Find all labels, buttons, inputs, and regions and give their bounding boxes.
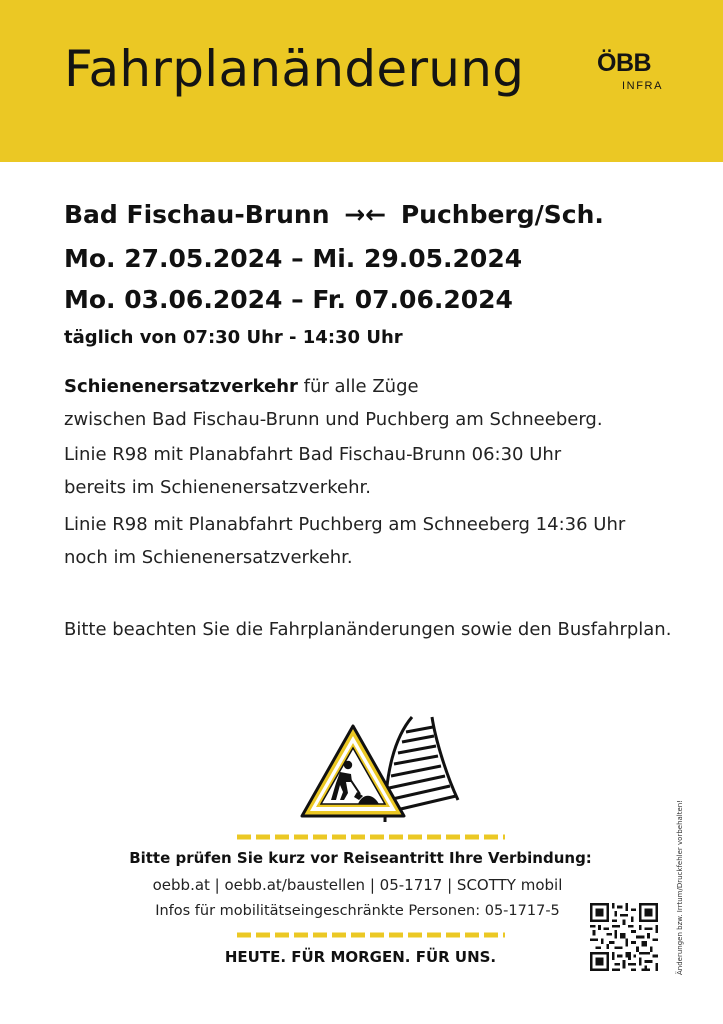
disclaimer-text: Änderungen bzw. Irrtum/Druckfehler vorbehalten!: [676, 799, 684, 975]
p1-rest: für alle Züge: [297, 376, 419, 397]
contacts-text: oebb.at | oebb.at/baustellen | 05-1717 | SCOTTY mobil: [152, 876, 563, 894]
divider-dashes-bottom: [237, 932, 505, 938]
route-from: Bad Fischau-Brunn: [64, 200, 330, 229]
mobility-info-text: Infos für mobilitätseingeschränkte Personen: 05-1717-5: [155, 903, 560, 919]
p1-line2: zwischen Bad Fischau-Brunn und Puchberg am Schneeberg.: [64, 409, 603, 430]
page-title: Fahrplanänderung: [64, 40, 525, 98]
paragraph-morning-train: [64, 438, 561, 504]
daily-time: täglich von 07:30 Uhr - 14:30 Uhr: [64, 327, 403, 348]
logo-subtitle: INFRA: [622, 80, 663, 92]
p2-line1: Linie R98 mit Planabfahrt Bad Fischau-Brunn 06:30 Uhr: [64, 444, 562, 465]
slogan: HEUTE. FÜR MORGEN. FÜR UNS.: [224, 948, 497, 966]
check-connection-text: Bitte prüfen Sie kurz vor Reiseantritt Ihre Verbindung:: [129, 849, 592, 867]
replacement-service-label: Schienenersatzverkehr: [64, 376, 298, 397]
header-banner: [0, 0, 723, 162]
oebb-infra-logo: [597, 50, 667, 94]
route-heading: [64, 200, 604, 229]
logo-mark: ÖBB: [597, 49, 652, 77]
date-range-1: Mo. 27.05.2024 – Mi. 29.05.2024: [64, 244, 523, 273]
date-range-2: Mo. 03.06.2024 – Fr. 07.06.2024: [64, 285, 513, 314]
route-to: Puchberg/Sch.: [400, 200, 604, 229]
bidirectional-arrow-icon: →←: [344, 200, 387, 229]
construction-illustration: [300, 712, 465, 827]
paragraph-afternoon-train: [64, 508, 625, 574]
p2-line2: bereits im Schienenersatzverkehr.: [64, 477, 371, 498]
qr-code-icon[interactable]: [590, 903, 658, 971]
p3-line2: noch im Schienenersatzverkehr.: [64, 547, 353, 568]
p3-line1: Linie R98 mit Planabfahrt Puchberg am Schneeberg 14:36 Uhr: [64, 514, 626, 535]
paragraph-replacement-service: [64, 370, 603, 436]
paragraph-timetable-note: Bitte beachten Sie die Fahrplanänderungen sowie den Busfahrplan.: [64, 619, 672, 640]
divider-dashes-top: [237, 834, 505, 840]
